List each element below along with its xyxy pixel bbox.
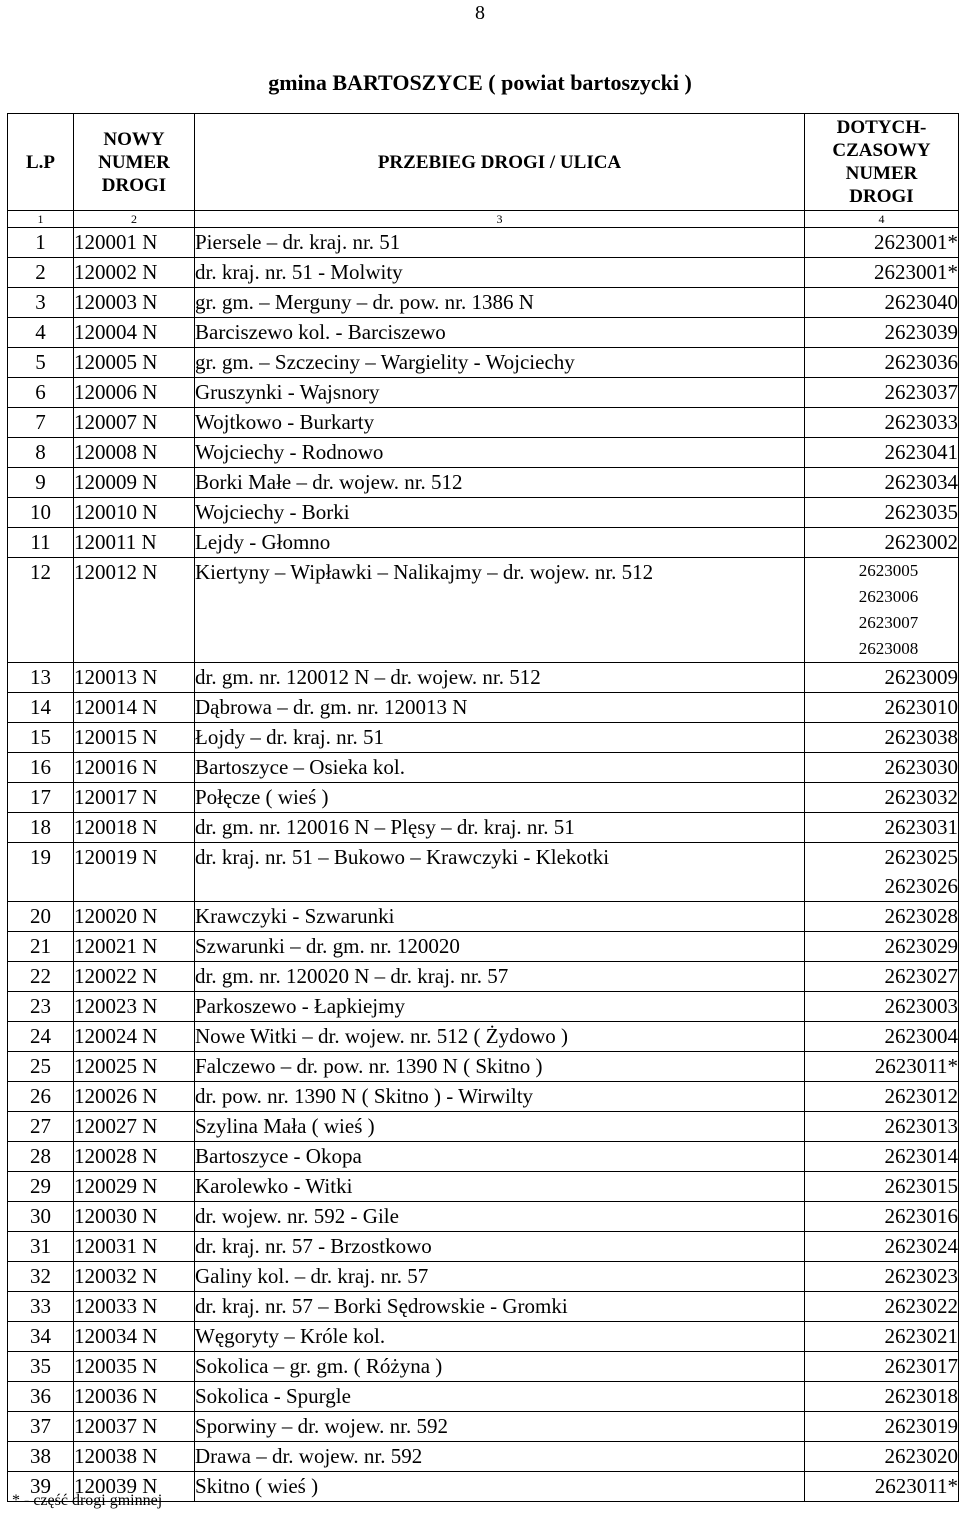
header-old-number-line: CZASOWY bbox=[832, 140, 931, 161]
row-old-number bbox=[805, 1142, 959, 1172]
row-lp: 4 bbox=[8, 318, 74, 348]
row-route: Wojciechy - Borki bbox=[195, 498, 805, 528]
row-route: Krawczyki - Szwarunki bbox=[195, 902, 805, 932]
row-new-number: 120009 N bbox=[74, 468, 195, 498]
row-new-number: 120015 N bbox=[74, 723, 195, 753]
row-route: Bartoszyce - Okopa bbox=[195, 1142, 805, 1172]
old-number-value: 2623018 bbox=[884, 1384, 958, 1408]
header-lp: L.P bbox=[8, 114, 74, 211]
row-lp: 5 bbox=[8, 348, 74, 378]
row-old-number bbox=[805, 1022, 959, 1052]
table-row bbox=[8, 498, 959, 528]
table-header-row bbox=[8, 114, 959, 211]
table-row bbox=[8, 408, 959, 438]
table-row bbox=[8, 932, 959, 962]
old-number-value: 2623020 bbox=[884, 1444, 958, 1468]
row-route: Węgoryty – Króle kol. bbox=[195, 1322, 805, 1352]
row-lp: 20 bbox=[8, 902, 74, 932]
column-number: 4 bbox=[805, 211, 959, 228]
row-new-number: 120020 N bbox=[74, 902, 195, 932]
table-body bbox=[8, 228, 959, 1502]
row-old-number bbox=[805, 1232, 959, 1262]
row-new-number: 120024 N bbox=[74, 1022, 195, 1052]
table-row bbox=[8, 438, 959, 468]
row-lp: 36 bbox=[8, 1382, 74, 1412]
row-old-number bbox=[805, 723, 959, 753]
row-route: dr. pow. nr. 1390 N ( Skitno ) - Wirwilty bbox=[195, 1082, 805, 1112]
row-route: dr. kraj. nr. 51 – Bukowo – Krawczyki - Klekotki bbox=[195, 843, 805, 902]
row-old-number bbox=[805, 1262, 959, 1292]
row-lp: 38 bbox=[8, 1442, 74, 1472]
row-lp: 29 bbox=[8, 1172, 74, 1202]
row-old-number bbox=[805, 1082, 959, 1112]
row-new-number: 120031 N bbox=[74, 1232, 195, 1262]
row-lp: 7 bbox=[8, 408, 74, 438]
row-old-number bbox=[805, 228, 959, 258]
old-number-value: 2623012 bbox=[884, 1084, 958, 1108]
footnote: * - część drogi gminnej bbox=[12, 1492, 163, 1509]
row-route: Wojtkowo - Burkarty bbox=[195, 408, 805, 438]
old-number-value: 2623011* bbox=[874, 1054, 958, 1078]
row-route: Piersele – dr. kraj. nr. 51 bbox=[195, 228, 805, 258]
row-lp: 9 bbox=[8, 468, 74, 498]
row-route: Połęcze ( wieś ) bbox=[195, 783, 805, 813]
row-old-number bbox=[805, 1442, 959, 1472]
old-number-value: 2623026 bbox=[884, 874, 958, 898]
old-number-value: 2623033 bbox=[884, 410, 958, 434]
row-new-number: 120039 N bbox=[74, 1472, 195, 1502]
table-row bbox=[8, 693, 959, 723]
row-lp: 31 bbox=[8, 1232, 74, 1262]
row-old-number bbox=[805, 902, 959, 932]
page-title: gmina BARTOSZYCE ( powiat bartoszycki ) bbox=[268, 70, 692, 95]
row-route: Barciszewo kol. - Barciszewo bbox=[195, 318, 805, 348]
table-row bbox=[8, 318, 959, 348]
table-row bbox=[8, 723, 959, 753]
column-number: 1 bbox=[8, 211, 74, 228]
table-row bbox=[8, 843, 959, 902]
old-number-value: 2623040 bbox=[884, 290, 958, 314]
row-new-number: 120005 N bbox=[74, 348, 195, 378]
row-old-number bbox=[805, 1052, 959, 1082]
header-old-number bbox=[805, 114, 959, 211]
old-number-value: 2623027 bbox=[884, 964, 958, 988]
table-row bbox=[8, 1052, 959, 1082]
row-route: Karolewko - Witki bbox=[195, 1172, 805, 1202]
table-row bbox=[8, 1202, 959, 1232]
row-route: Galiny kol. – dr. kraj. nr. 57 bbox=[195, 1262, 805, 1292]
table-row bbox=[8, 1412, 959, 1442]
table-row bbox=[8, 753, 959, 783]
row-route: dr. kraj. nr. 57 – Borki Sędrowskie - Gromki bbox=[195, 1292, 805, 1322]
row-old-number bbox=[805, 288, 959, 318]
table-row bbox=[8, 783, 959, 813]
table-row bbox=[8, 1082, 959, 1112]
old-number-value: 2623031 bbox=[884, 815, 958, 839]
row-old-number bbox=[805, 962, 959, 992]
row-lp: 19 bbox=[8, 843, 74, 902]
row-route: Kiertyny – Wipławki – Nalikajmy – dr. wojew. nr. 512 bbox=[195, 558, 805, 663]
row-lp: 14 bbox=[8, 693, 74, 723]
row-new-number: 120013 N bbox=[74, 663, 195, 693]
old-number-value: 2623038 bbox=[884, 725, 958, 749]
row-route: Borki Małe – dr. wojew. nr. 512 bbox=[195, 468, 805, 498]
old-number-value: 2623036 bbox=[884, 350, 958, 374]
row-route: Dąbrowa – dr. gm. nr. 120013 N bbox=[195, 693, 805, 723]
row-new-number: 120006 N bbox=[74, 378, 195, 408]
old-number-value: 2623011* bbox=[874, 1474, 958, 1498]
old-number-value: 2623021 bbox=[884, 1324, 958, 1348]
row-lp: 8 bbox=[8, 438, 74, 468]
old-number-value: 2623009 bbox=[884, 665, 958, 689]
page-number: 8 bbox=[475, 2, 485, 24]
row-new-number: 120010 N bbox=[74, 498, 195, 528]
row-new-number: 120014 N bbox=[74, 693, 195, 723]
old-number-value: 2623028 bbox=[884, 904, 958, 928]
row-lp: 33 bbox=[8, 1292, 74, 1322]
old-number-value: 2623014 bbox=[884, 1144, 958, 1168]
column-number: 3 bbox=[195, 211, 805, 228]
table-row bbox=[8, 1382, 959, 1412]
row-lp: 16 bbox=[8, 753, 74, 783]
table-row bbox=[8, 813, 959, 843]
row-lp: 37 bbox=[8, 1412, 74, 1442]
row-old-number bbox=[805, 783, 959, 813]
row-route: Szwarunki – dr. gm. nr. 120020 bbox=[195, 932, 805, 962]
row-new-number: 120038 N bbox=[74, 1442, 195, 1472]
row-old-number bbox=[805, 258, 959, 288]
row-lp: 21 bbox=[8, 932, 74, 962]
roads-table bbox=[7, 113, 959, 1502]
row-old-number bbox=[805, 318, 959, 348]
row-lp: 1 bbox=[8, 228, 74, 258]
row-old-number bbox=[805, 1202, 959, 1232]
row-lp: 26 bbox=[8, 1082, 74, 1112]
row-lp: 39 bbox=[8, 1472, 74, 1502]
table-row bbox=[8, 902, 959, 932]
row-new-number: 120018 N bbox=[74, 813, 195, 843]
row-lp: 10 bbox=[8, 498, 74, 528]
old-number-value: 2623010 bbox=[884, 695, 958, 719]
row-route: gr. gm. – Merguny – dr. pow. nr. 1386 N bbox=[195, 288, 805, 318]
row-route: Bartoszyce – Osieka kol. bbox=[195, 753, 805, 783]
table-row bbox=[8, 1292, 959, 1322]
row-old-number bbox=[805, 693, 959, 723]
table-row bbox=[8, 1352, 959, 1382]
column-number-row bbox=[8, 211, 959, 228]
row-lp: 34 bbox=[8, 1322, 74, 1352]
table-row bbox=[8, 288, 959, 318]
table-row bbox=[8, 992, 959, 1022]
row-old-number bbox=[805, 378, 959, 408]
row-new-number: 120032 N bbox=[74, 1262, 195, 1292]
old-number-value: 2623029 bbox=[884, 934, 958, 958]
row-route: Lejdy - Głomno bbox=[195, 528, 805, 558]
row-old-number bbox=[805, 1382, 959, 1412]
old-number-value: 2623001* bbox=[874, 260, 958, 284]
old-number-value: 2623022 bbox=[884, 1294, 958, 1318]
row-lp: 35 bbox=[8, 1352, 74, 1382]
table-row bbox=[8, 558, 959, 663]
table-row bbox=[8, 1022, 959, 1052]
row-new-number: 120028 N bbox=[74, 1142, 195, 1172]
row-old-number bbox=[805, 813, 959, 843]
header-new-number-line: NOWY bbox=[103, 128, 165, 150]
row-route: dr. kraj. nr. 57 - Brzostkowo bbox=[195, 1232, 805, 1262]
row-new-number: 120003 N bbox=[74, 288, 195, 318]
old-number-value: 2623024 bbox=[884, 1234, 958, 1258]
old-number-value: 2623003 bbox=[884, 994, 958, 1018]
table-row bbox=[8, 1112, 959, 1142]
row-new-number: 120037 N bbox=[74, 1412, 195, 1442]
row-new-number: 120004 N bbox=[74, 318, 195, 348]
row-new-number: 120001 N bbox=[74, 228, 195, 258]
old-number-value: 2623007 bbox=[858, 613, 919, 632]
row-old-number bbox=[805, 438, 959, 468]
row-lp: 30 bbox=[8, 1202, 74, 1232]
row-old-number bbox=[805, 1172, 959, 1202]
row-old-number bbox=[805, 1352, 959, 1382]
row-new-number: 120026 N bbox=[74, 1082, 195, 1112]
old-number-value: 2623008 bbox=[858, 639, 919, 658]
row-lp: 6 bbox=[8, 378, 74, 408]
header-old-number-line: NUMER bbox=[845, 163, 918, 184]
row-new-number: 120023 N bbox=[74, 992, 195, 1022]
header-route: PRZEBIEG DROGI / ULICA bbox=[195, 114, 805, 211]
row-lp: 17 bbox=[8, 783, 74, 813]
row-lp: 24 bbox=[8, 1022, 74, 1052]
old-number-value: 2623037 bbox=[884, 380, 958, 404]
row-old-number bbox=[805, 1322, 959, 1352]
row-route: dr. wojew. nr. 592 - Gile bbox=[195, 1202, 805, 1232]
old-number-value: 2623001* bbox=[874, 230, 958, 254]
row-old-number bbox=[805, 753, 959, 783]
row-new-number: 120035 N bbox=[74, 1352, 195, 1382]
table-row bbox=[8, 468, 959, 498]
row-old-number bbox=[805, 663, 959, 693]
old-number-value: 2623002 bbox=[884, 530, 958, 554]
old-number-value: 2623041 bbox=[884, 440, 958, 464]
row-lp: 25 bbox=[8, 1052, 74, 1082]
old-number-value: 2623039 bbox=[884, 320, 958, 344]
row-old-number bbox=[805, 1472, 959, 1502]
row-old-number bbox=[805, 1112, 959, 1142]
row-new-number: 120019 N bbox=[74, 843, 195, 902]
row-old-number bbox=[805, 408, 959, 438]
row-route: Sporwiny – dr. wojew. nr. 592 bbox=[195, 1412, 805, 1442]
old-number-value: 2623013 bbox=[884, 1114, 958, 1138]
table-row bbox=[8, 1172, 959, 1202]
row-new-number: 120025 N bbox=[74, 1052, 195, 1082]
row-old-number bbox=[805, 1412, 959, 1442]
row-lp: 28 bbox=[8, 1142, 74, 1172]
row-route: Falczewo – dr. pow. nr. 1390 N ( Skitno ) bbox=[195, 1052, 805, 1082]
row-new-number: 120016 N bbox=[74, 753, 195, 783]
row-old-number bbox=[805, 348, 959, 378]
row-old-number bbox=[805, 498, 959, 528]
row-route: Sokolica - Spurgle bbox=[195, 1382, 805, 1412]
row-route: Wojciechy - Rodnowo bbox=[195, 438, 805, 468]
row-lp: 27 bbox=[8, 1112, 74, 1142]
row-old-number bbox=[805, 932, 959, 962]
row-new-number: 120036 N bbox=[74, 1382, 195, 1412]
table-row bbox=[8, 348, 959, 378]
row-new-number: 120021 N bbox=[74, 932, 195, 962]
row-route: Nowe Witki – dr. wojew. nr. 512 ( Żydowo ) bbox=[195, 1022, 805, 1052]
row-lp: 32 bbox=[8, 1262, 74, 1292]
row-new-number: 120033 N bbox=[74, 1292, 195, 1322]
row-lp: 15 bbox=[8, 723, 74, 753]
row-old-number bbox=[805, 992, 959, 1022]
old-number-value: 2623035 bbox=[884, 500, 958, 524]
row-route: dr. gm. nr. 120012 N – dr. wojew. nr. 512 bbox=[195, 663, 805, 693]
row-new-number: 120007 N bbox=[74, 408, 195, 438]
row-new-number: 120029 N bbox=[74, 1172, 195, 1202]
header-new-number-line: DROGI bbox=[101, 174, 167, 196]
table-row bbox=[8, 1442, 959, 1472]
row-new-number: 120027 N bbox=[74, 1112, 195, 1142]
old-number-value: 2623016 bbox=[884, 1204, 958, 1228]
table-row bbox=[8, 1262, 959, 1292]
row-new-number: 120008 N bbox=[74, 438, 195, 468]
row-route: Parkoszewo - Łapkiejmy bbox=[195, 992, 805, 1022]
row-old-number bbox=[805, 468, 959, 498]
row-route: Sokolica – gr. gm. ( Różyna ) bbox=[195, 1352, 805, 1382]
row-old-number bbox=[805, 1292, 959, 1322]
row-route: Łojdy – dr. kraj. nr. 51 bbox=[195, 723, 805, 753]
row-lp: 18 bbox=[8, 813, 74, 843]
row-route: Gruszynki - Wajsnory bbox=[195, 378, 805, 408]
row-lp: 2 bbox=[8, 258, 74, 288]
table-row bbox=[8, 228, 959, 258]
row-new-number: 120002 N bbox=[74, 258, 195, 288]
row-new-number: 120017 N bbox=[74, 783, 195, 813]
table-row bbox=[8, 378, 959, 408]
row-old-number bbox=[805, 558, 959, 663]
row-lp: 22 bbox=[8, 962, 74, 992]
table-row bbox=[8, 1142, 959, 1172]
old-number-value: 2623015 bbox=[884, 1174, 958, 1198]
row-new-number: 120011 N bbox=[74, 528, 195, 558]
header-new-number bbox=[74, 114, 195, 211]
table-row bbox=[8, 528, 959, 558]
row-route: Szylina Mała ( wieś ) bbox=[195, 1112, 805, 1142]
table-row bbox=[8, 663, 959, 693]
row-lp: 12 bbox=[8, 558, 74, 663]
row-route: Skitno ( wieś ) bbox=[195, 1472, 805, 1502]
row-old-number bbox=[805, 528, 959, 558]
old-number-value: 2623032 bbox=[884, 785, 958, 809]
table-row bbox=[8, 1232, 959, 1262]
old-number-value: 2623030 bbox=[884, 755, 958, 779]
old-number-value: 2623034 bbox=[884, 470, 958, 494]
old-number-value: 2623017 bbox=[884, 1354, 958, 1378]
row-lp: 11 bbox=[8, 528, 74, 558]
old-number-value: 2623025 bbox=[884, 845, 958, 869]
row-route: Drawa – dr. wojew. nr. 592 bbox=[195, 1442, 805, 1472]
old-number-value: 2623023 bbox=[884, 1264, 958, 1288]
row-new-number: 120030 N bbox=[74, 1202, 195, 1232]
row-new-number: 120034 N bbox=[74, 1322, 195, 1352]
row-lp: 3 bbox=[8, 288, 74, 318]
old-number-value: 2623006 bbox=[858, 587, 919, 606]
old-number-value: 2623019 bbox=[884, 1414, 958, 1438]
row-route: gr. gm. – Szczeciny – Wargielity - Wojciechy bbox=[195, 348, 805, 378]
old-number-value: 2623005 bbox=[858, 561, 919, 580]
old-number-value: 2623004 bbox=[884, 1024, 958, 1048]
column-number: 2 bbox=[74, 211, 195, 228]
row-new-number: 120022 N bbox=[74, 962, 195, 992]
header-old-number-line: DROGI bbox=[849, 186, 914, 207]
row-old-number bbox=[805, 843, 959, 902]
header-new-number-line: NUMER bbox=[98, 151, 170, 173]
row-route: dr. kraj. nr. 51 - Molwity bbox=[195, 258, 805, 288]
row-lp: 13 bbox=[8, 663, 74, 693]
row-lp: 23 bbox=[8, 992, 74, 1022]
row-new-number: 120012 N bbox=[74, 558, 195, 663]
row-route: dr. gm. nr. 120016 N – Plęsy – dr. kraj. nr. 51 bbox=[195, 813, 805, 843]
header-old-number-line: DOTYCH- bbox=[836, 117, 927, 138]
table-row bbox=[8, 1322, 959, 1352]
table-row bbox=[8, 258, 959, 288]
row-route: dr. gm. nr. 120020 N – dr. kraj. nr. 57 bbox=[195, 962, 805, 992]
table-row bbox=[8, 962, 959, 992]
